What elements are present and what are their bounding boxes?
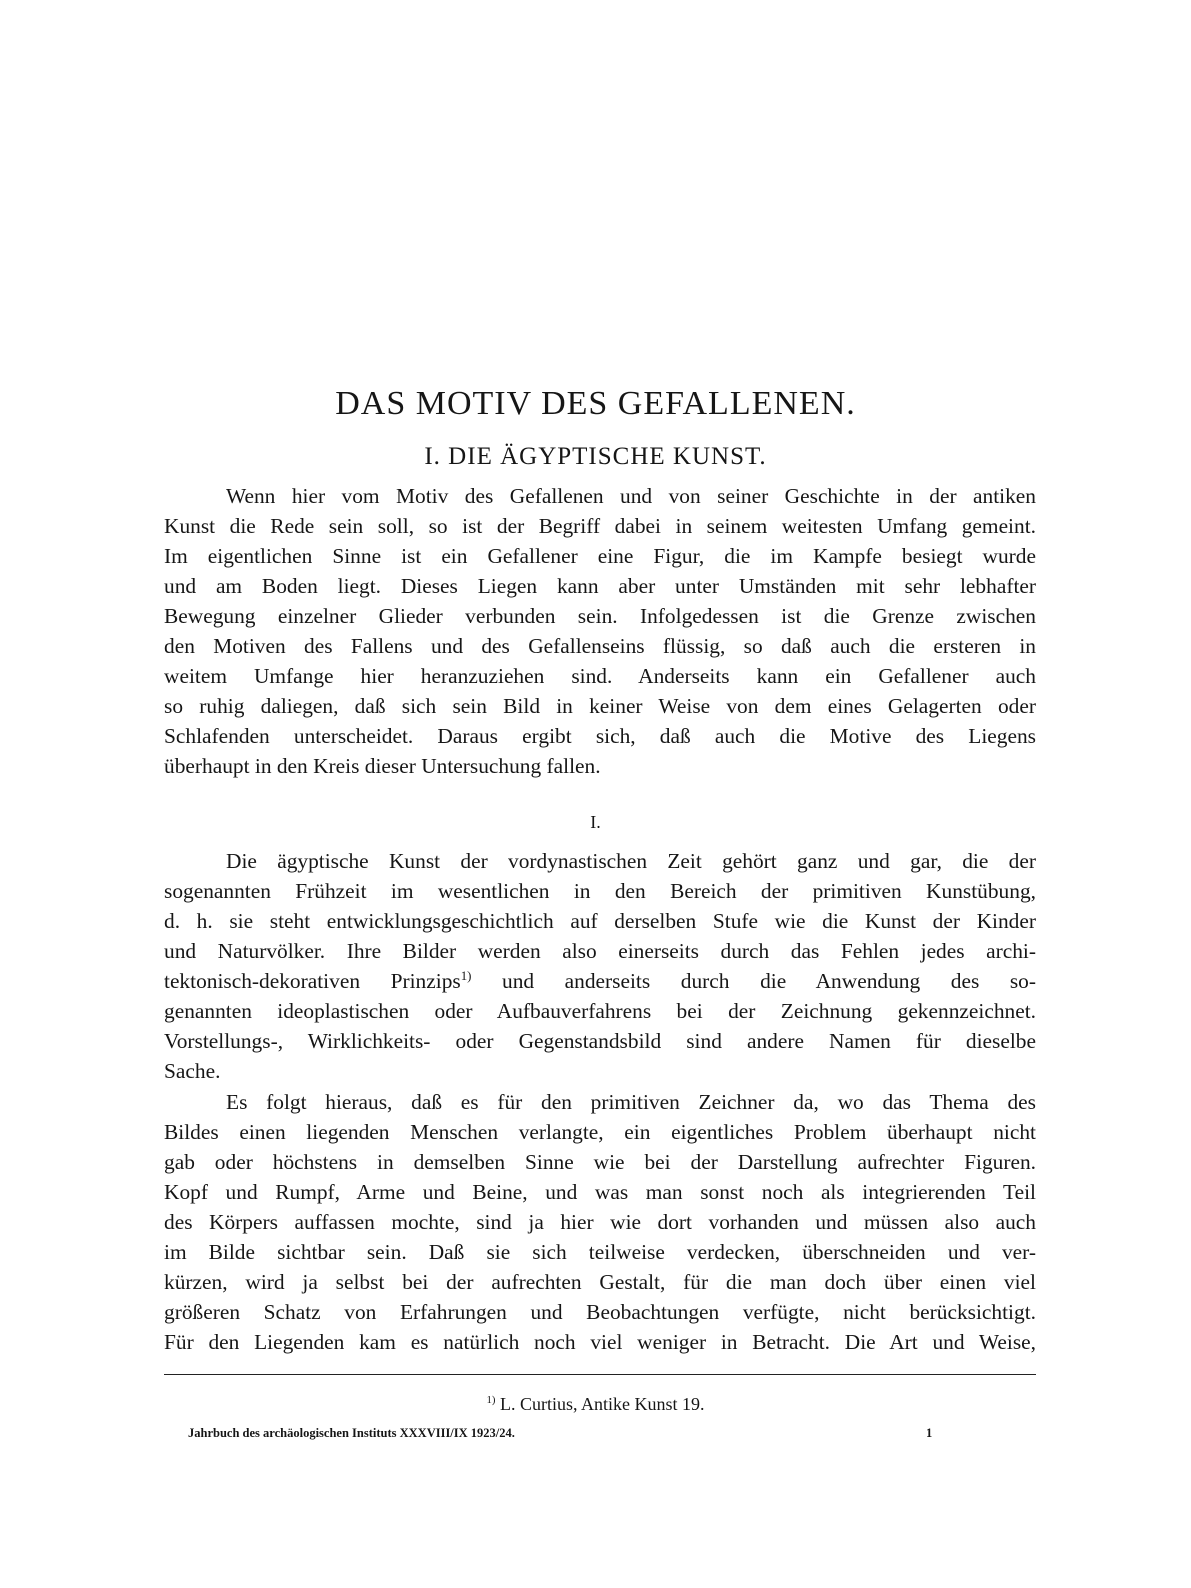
text-line: des Körpers auffassen mochte, sind ja hier wie dort vorhanden und müssen also auch xyxy=(164,1210,1036,1234)
paragraph-2 xyxy=(164,1087,1036,1357)
text-line: Kopf und Rumpf, Arme und Beine, und was man sonst noch als integrierenden Teil xyxy=(164,1180,1036,1204)
text-line: Es folgt hieraus, daß es für den primitiven Zeichner da, wo das Thema des xyxy=(226,1090,1036,1114)
text-line: Schlafenden unterscheidet. Daraus ergibt sich, daß auch die Motive des Liegens xyxy=(164,724,1036,748)
page-number: 1 xyxy=(926,1426,933,1440)
line-segment: tektonisch-dekorativen Prinzips xyxy=(164,969,461,993)
text-line: Kunst die Rede sein soll, so ist der Begriff dabei in seinem weitesten Umfang gemeint. xyxy=(164,514,1036,538)
text-line: sogenannten Frühzeit im wesentlichen in den Bereich der primitiven Kunstübung, xyxy=(164,879,1036,903)
text-line: Wenn hier vom Motiv des Gefallenen und von seiner Geschichte in der antiken xyxy=(226,484,1036,508)
text-line: überhaupt in den Kreis dieser Untersuchung fallen. xyxy=(164,754,601,778)
text-line: genannten ideoplastischen oder Aufbauverfahrens bei der Zeichnung gekennzeichnet. xyxy=(164,999,1036,1023)
text-line: so ruhig daliegen, daß sich sein Bild in keiner Weise von dem eines Gelagerten oder xyxy=(164,694,1036,718)
text-line: Vorstellungs-, Wirklichkeits- oder Gegenstandsbild sind andere Namen für dieselbe xyxy=(164,1029,1036,1053)
text-line: Für den Liegenden kam es natürlich noch viel weniger in Betracht. Die Art und Weise, xyxy=(164,1330,1036,1354)
text-line: d. h. sie steht entwicklungsgeschichtlich auf derselben Stufe wie die Kunst der Kinder xyxy=(164,909,1036,933)
footnote-marker: 1) xyxy=(486,1394,496,1406)
text-line: Bildes einen liegenden Menschen verlangte, ein eigentliches Problem überhaupt nicht xyxy=(164,1120,1036,1144)
text-line: größeren Schatz von Erfahrungen und Beobachtungen verfügte, nicht berücksichtigt. xyxy=(164,1300,1036,1324)
article-subtitle: I. DIE ÄGYPTISCHE KUNST. xyxy=(424,443,767,470)
intro-paragraph xyxy=(164,481,1036,781)
text-line: Sache. xyxy=(164,1059,221,1083)
text-line: Im eigentlichen Sinne ist ein Gefallener eine Figur, die im Kampfe besiegt wurde xyxy=(164,544,1036,568)
paragraph-1 xyxy=(164,846,1036,1086)
footnote-reference[interactable]: 1) xyxy=(460,968,472,983)
footnote xyxy=(0,1394,1191,1415)
text-line: den Motiven des Fallens und des Gefallenseins flüssig, so daß auch die ersteren in xyxy=(164,634,1036,658)
text-line: im Bilde sichtbar sein. Daß sie sich teilweise verdecken, überschneiden und ver- xyxy=(164,1240,1036,1264)
line-segment: und anderseits durch die Anwendung des so- xyxy=(502,969,1036,993)
section-number: I. xyxy=(590,812,601,832)
text-line: weitem Umfange hier heranzuziehen sind. Anderseits kann ein Gefallener auch xyxy=(164,664,1036,688)
footnote-divider xyxy=(164,1374,1036,1375)
text-line-with-footnote xyxy=(164,966,1036,996)
text-line: und Naturvölker. Ihre Bilder werden also einerseits durch das Fehlen jedes archi- xyxy=(164,939,1036,963)
footnote-text: L. Curtius, Antike Kunst 19. xyxy=(499,1394,705,1414)
text-line: kürzen, wird ja selbst bei der aufrechten Gestalt, für die man doch über einen viel xyxy=(164,1270,1036,1294)
text-line: gab oder höchstens in demselben Sinne wie bei der Darstellung aufrechter Figuren. xyxy=(164,1150,1036,1174)
text-line: und am Boden liegt. Dieses Liegen kann aber unter Umständen mit sehr lebhafter xyxy=(164,574,1036,598)
text-line: Bewegung einzelner Glieder verbunden sein. Infolgedessen ist die Grenze zwischen xyxy=(164,604,1036,628)
running-footer: Jahrbuch des archäologischen Instituts XXXVIII/IX 1923/24. xyxy=(188,1426,515,1440)
article-title: DAS MOTIV DES GEFALLENEN. xyxy=(335,385,856,422)
text-line: Die ägyptische Kunst der vordynastischen Zeit gehört ganz und gar, die der xyxy=(226,849,1036,873)
